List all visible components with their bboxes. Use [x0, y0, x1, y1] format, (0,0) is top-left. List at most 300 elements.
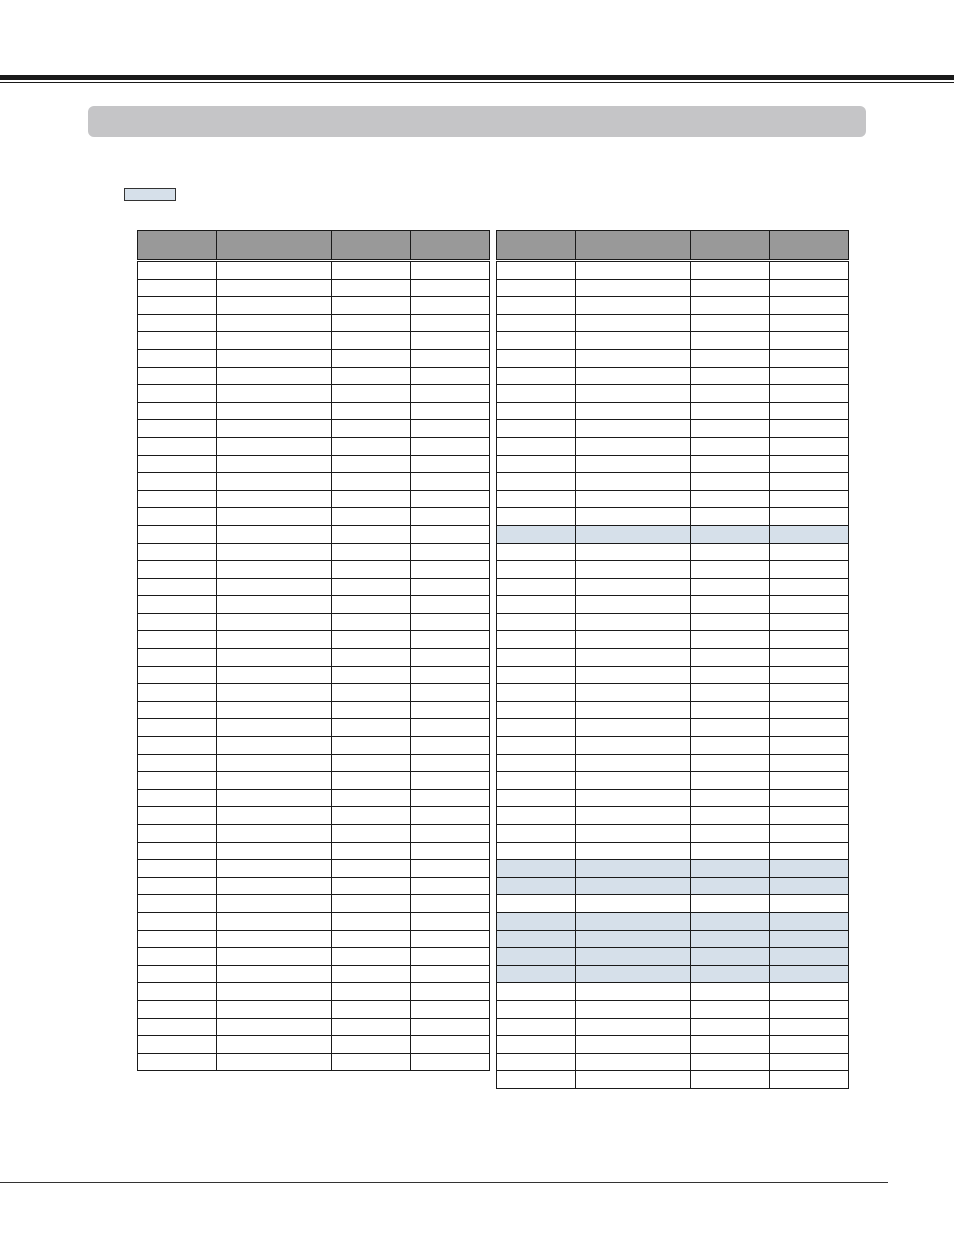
- left-table-row: [137, 507, 489, 525]
- right-table-cell: [769, 455, 849, 474]
- left-table-cell: [137, 1035, 217, 1054]
- left-table-cell: [410, 824, 490, 843]
- right-table-cell: [690, 331, 770, 350]
- right-table-cell: [575, 683, 691, 702]
- right-table-cell: [496, 754, 576, 773]
- right-table-row: [496, 912, 848, 930]
- left-table-row: [137, 789, 489, 807]
- right-table-cell: [575, 824, 691, 843]
- left-header-col-3: [331, 230, 411, 260]
- left-table-cell: [331, 701, 411, 720]
- left-table-cell: [410, 1018, 490, 1037]
- left-table-row: [137, 877, 489, 895]
- left-table-cell: [216, 1053, 332, 1072]
- right-table-cell: [769, 842, 849, 861]
- right-table-cell: [690, 842, 770, 861]
- left-table-row: [137, 912, 489, 930]
- left-table-cell: [331, 560, 411, 579]
- right-table-row: [496, 560, 848, 578]
- left-table-cell: [331, 613, 411, 632]
- left-table-cell: [137, 613, 217, 632]
- left-table-cell: [331, 859, 411, 878]
- left-table-cell: [216, 419, 332, 438]
- right-table-cell: [496, 1018, 576, 1037]
- right-table-cell: [496, 894, 576, 913]
- left-table-cell: [137, 525, 217, 544]
- right-table-row: [496, 472, 848, 490]
- right-table-cell: [769, 1018, 849, 1037]
- left-table-cell: [216, 859, 332, 878]
- right-table-cell: [575, 912, 691, 931]
- left-table-cell: [216, 1035, 332, 1054]
- right-table-cell: [575, 490, 691, 509]
- left-table-cell: [137, 384, 217, 403]
- right-table-cell: [769, 437, 849, 456]
- left-table-cell: [137, 595, 217, 614]
- right-table-cell: [690, 754, 770, 773]
- left-table-cell: [216, 965, 332, 984]
- right-table-cell: [575, 1035, 691, 1054]
- right-table-row: [496, 806, 848, 824]
- left-table-row: [137, 349, 489, 367]
- left-table-row: [137, 824, 489, 842]
- left-table-cell: [216, 296, 332, 315]
- left-table-cell: [410, 419, 490, 438]
- right-table-cell: [496, 736, 576, 755]
- left-table-cell: [410, 595, 490, 614]
- left-table-cell: [410, 701, 490, 720]
- left-table-row: [137, 718, 489, 736]
- right-table-row: [496, 1018, 848, 1036]
- left-table-cell: [410, 683, 490, 702]
- right-table-cell: [690, 789, 770, 808]
- left-table-cell: [137, 261, 217, 280]
- right-table-cell: [769, 296, 849, 315]
- right-table-row: [496, 701, 848, 719]
- right-table-row: [496, 718, 848, 736]
- left-table-row: [137, 613, 489, 631]
- right-table-cell: [690, 1000, 770, 1019]
- left-table-cell: [331, 824, 411, 843]
- right-table-cell: [496, 666, 576, 685]
- right-table-cell: [496, 384, 576, 403]
- left-table-cell: [410, 982, 490, 1001]
- left-table-row: [137, 1018, 489, 1036]
- right-table-cell: [690, 648, 770, 667]
- left-table-cell: [410, 261, 490, 280]
- right-table-cell: [496, 419, 576, 438]
- left-table-cell: [137, 507, 217, 526]
- left-table-cell: [331, 472, 411, 491]
- right-table-row: [496, 367, 848, 385]
- left-table-cell: [216, 1018, 332, 1037]
- left-table-cell: [216, 930, 332, 949]
- left-table-cell: [331, 754, 411, 773]
- left-table-cell: [216, 1000, 332, 1019]
- left-table-cell: [331, 1018, 411, 1037]
- left-table-cell: [410, 472, 490, 491]
- right-table-cell: [690, 261, 770, 280]
- right-table-cell: [575, 331, 691, 350]
- right-table-cell: [496, 718, 576, 737]
- left-table-cell: [137, 824, 217, 843]
- right-table-row: [496, 648, 848, 666]
- left-table-cell: [137, 842, 217, 861]
- left-table-cell: [137, 736, 217, 755]
- right-table-cell: [575, 384, 691, 403]
- right-table-row: [496, 296, 848, 314]
- right-table-cell: [496, 1053, 576, 1072]
- right-table-cell: [690, 543, 770, 562]
- left-table-cell: [410, 437, 490, 456]
- right-table-cell: [575, 877, 691, 896]
- right-table-cell: [769, 419, 849, 438]
- left-table-cell: [137, 683, 217, 702]
- left-table-cell: [410, 331, 490, 350]
- right-table-cell: [496, 1070, 576, 1089]
- left-table-cell: [410, 754, 490, 773]
- right-table-cell: [496, 982, 576, 1001]
- right-table-cell: [690, 877, 770, 896]
- left-table-row: [137, 472, 489, 490]
- left-table-cell: [410, 789, 490, 808]
- left-table-cell: [216, 701, 332, 720]
- left-table-cell: [137, 701, 217, 720]
- left-table-cell: [216, 613, 332, 632]
- left-table-cell: [137, 560, 217, 579]
- right-table-cell: [496, 683, 576, 702]
- left-table-row: [137, 930, 489, 948]
- right-table-cell: [690, 1070, 770, 1089]
- left-table-cell: [331, 842, 411, 861]
- right-table-cell: [690, 296, 770, 315]
- right-table-cell: [769, 384, 849, 403]
- right-table-cell: [575, 560, 691, 579]
- right-table-cell: [496, 859, 576, 878]
- right-table-cell: [769, 736, 849, 755]
- right-table-row: [496, 279, 848, 297]
- left-header-col-1: [137, 230, 217, 260]
- right-table-cell: [496, 648, 576, 667]
- right-header-col-4: [769, 230, 849, 260]
- left-table-cell: [137, 789, 217, 808]
- left-table-cell: [410, 965, 490, 984]
- right-table-cell: [575, 842, 691, 861]
- right-table-cell: [496, 771, 576, 790]
- right-table-cell: [769, 595, 849, 614]
- right-table-cell: [769, 331, 849, 350]
- right-table-cell: [690, 490, 770, 509]
- right-table-cell: [575, 789, 691, 808]
- left-table-cell: [216, 595, 332, 614]
- right-table-cell: [575, 930, 691, 949]
- left-table-cell: [410, 771, 490, 790]
- right-table-cell: [690, 472, 770, 491]
- right-table-cell: [575, 437, 691, 456]
- right-table-cell: [769, 648, 849, 667]
- right-table-row: [496, 613, 848, 631]
- right-table-row: [496, 859, 848, 877]
- left-table-cell: [410, 877, 490, 896]
- left-table-cell: [410, 402, 490, 421]
- left-table-cell: [331, 578, 411, 597]
- left-table-cell: [216, 261, 332, 280]
- top-rule: [0, 75, 954, 80]
- right-table-row: [496, 578, 848, 596]
- right-header-col-3: [690, 230, 770, 260]
- right-table-cell: [496, 349, 576, 368]
- right-table-cell: [769, 877, 849, 896]
- right-table-cell: [769, 912, 849, 931]
- left-table-cell: [216, 490, 332, 509]
- left-table-cell: [216, 367, 332, 386]
- left-table-cell: [331, 367, 411, 386]
- right-table-cell: [769, 859, 849, 878]
- right-table-cell: [575, 402, 691, 421]
- right-table-row: [496, 824, 848, 842]
- left-table-row: [137, 982, 489, 1000]
- left-table-cell: [137, 718, 217, 737]
- right-table-cell: [496, 930, 576, 949]
- right-table-body: [496, 261, 848, 1088]
- left-table-cell: [331, 331, 411, 350]
- left-table-cell: [137, 578, 217, 597]
- left-table-row: [137, 279, 489, 297]
- left-table-row: [137, 402, 489, 420]
- left-table-cell: [216, 349, 332, 368]
- left-table-cell: [410, 718, 490, 737]
- right-table-cell: [690, 718, 770, 737]
- right-table-cell: [690, 402, 770, 421]
- left-table-cell: [216, 402, 332, 421]
- right-table-cell: [575, 718, 691, 737]
- left-table-cell: [137, 402, 217, 421]
- left-table-cell: [331, 947, 411, 966]
- right-table-cell: [496, 630, 576, 649]
- left-table-cell: [137, 965, 217, 984]
- left-table-cell: [331, 806, 411, 825]
- left-table-cell: [331, 419, 411, 438]
- right-table-cell: [690, 965, 770, 984]
- left-table-cell: [216, 947, 332, 966]
- right-table-row: [496, 543, 848, 561]
- left-table-cell: [216, 912, 332, 931]
- left-table-cell: [137, 930, 217, 949]
- left-table-cell: [137, 455, 217, 474]
- right-table-cell: [575, 613, 691, 632]
- right-table-row: [496, 402, 848, 420]
- right-table-row: [496, 595, 848, 613]
- right-table-cell: [769, 789, 849, 808]
- right-table-cell: [496, 947, 576, 966]
- left-table-cell: [216, 789, 332, 808]
- left-table-cell: [410, 507, 490, 526]
- right-table-cell: [496, 525, 576, 544]
- right-table-cell: [690, 771, 770, 790]
- right-table-cell: [690, 806, 770, 825]
- left-table-cell: [137, 771, 217, 790]
- left-table-cell: [410, 736, 490, 755]
- left-table-cell: [331, 437, 411, 456]
- right-table-row: [496, 261, 848, 279]
- left-table-row: [137, 965, 489, 983]
- left-table-cell: [410, 490, 490, 509]
- right-table-cell: [769, 525, 849, 544]
- right-table-row: [496, 331, 848, 349]
- left-table-cell: [216, 279, 332, 298]
- right-table-cell: [769, 560, 849, 579]
- right-table-cell: [690, 947, 770, 966]
- right-table-cell: [769, 771, 849, 790]
- right-table-row: [496, 930, 848, 948]
- left-table-row: [137, 1000, 489, 1018]
- left-table-cell: [410, 894, 490, 913]
- left-table-cell: [216, 718, 332, 737]
- left-table-cell: [331, 455, 411, 474]
- left-table-row: [137, 314, 489, 332]
- left-table-row: [137, 1053, 489, 1071]
- left-table-cell: [410, 1053, 490, 1072]
- right-table-cell: [496, 261, 576, 280]
- right-table-row: [496, 894, 848, 912]
- right-table-cell: [690, 560, 770, 579]
- left-table-row: [137, 1035, 489, 1053]
- right-table-cell: [690, 930, 770, 949]
- left-table-cell: [216, 472, 332, 491]
- left-table-cell: [137, 349, 217, 368]
- right-table-cell: [496, 331, 576, 350]
- right-table-cell: [575, 736, 691, 755]
- right-table-cell: [575, 982, 691, 1001]
- right-table-row: [496, 455, 848, 473]
- left-table-cell: [331, 1000, 411, 1019]
- left-table-cell: [137, 666, 217, 685]
- right-table-cell: [690, 683, 770, 702]
- right-table-row: [496, 630, 848, 648]
- right-table-cell: [769, 367, 849, 386]
- left-table-cell: [137, 331, 217, 350]
- right-table-cell: [496, 543, 576, 562]
- right-table-cell: [575, 947, 691, 966]
- right-table-row: [496, 1053, 848, 1071]
- left-table-cell: [216, 314, 332, 333]
- left-table-row: [137, 296, 489, 314]
- left-table-cell: [216, 824, 332, 843]
- left-table-cell: [410, 806, 490, 825]
- right-table-cell: [575, 1070, 691, 1089]
- right-table-cell: [496, 455, 576, 474]
- left-table-cell: [216, 666, 332, 685]
- right-table-row: [496, 1000, 848, 1018]
- left-table-cell: [331, 1053, 411, 1072]
- left-table-row: [137, 754, 489, 772]
- left-table-row: [137, 455, 489, 473]
- right-table-cell: [690, 859, 770, 878]
- right-table-cell: [496, 296, 576, 315]
- right-table-cell: [575, 771, 691, 790]
- left-table-cell: [216, 630, 332, 649]
- left-header-col-4: [410, 230, 490, 260]
- right-table-row: [496, 965, 848, 983]
- left-table-row: [137, 648, 489, 666]
- right-table-cell: [769, 1070, 849, 1089]
- left-table-cell: [410, 947, 490, 966]
- right-table-row: [496, 982, 848, 1000]
- right-table-cell: [496, 490, 576, 509]
- left-table-cell: [410, 455, 490, 474]
- right-table-cell: [496, 314, 576, 333]
- left-table-row: [137, 595, 489, 613]
- left-table-cell: [137, 630, 217, 649]
- right-table-cell: [575, 648, 691, 667]
- right-table-row: [496, 1035, 848, 1053]
- right-table-cell: [496, 507, 576, 526]
- right-table-cell: [690, 367, 770, 386]
- left-table-cell: [410, 930, 490, 949]
- right-table-cell: [496, 701, 576, 720]
- right-table-cell: [690, 666, 770, 685]
- right-table-cell: [575, 894, 691, 913]
- left-table-cell: [137, 1018, 217, 1037]
- right-table-cell: [496, 1035, 576, 1054]
- right-table-cell: [690, 912, 770, 931]
- right-table-row: [496, 1070, 848, 1088]
- left-table-cell: [137, 367, 217, 386]
- right-table-cell: [496, 806, 576, 825]
- left-table-cell: [410, 912, 490, 931]
- left-table-row: [137, 490, 489, 508]
- right-table-cell: [769, 718, 849, 737]
- right-table-row: [496, 736, 848, 754]
- left-table-row: [137, 701, 489, 719]
- right-table-cell: [575, 754, 691, 773]
- left-table-cell: [410, 630, 490, 649]
- left-table-cell: [137, 314, 217, 333]
- right-table-cell: [575, 349, 691, 368]
- left-table-cell: [410, 666, 490, 685]
- left-table-cell: [216, 806, 332, 825]
- right-table-cell: [769, 630, 849, 649]
- bottom-rule: [0, 1182, 888, 1183]
- right-table-cell: [769, 402, 849, 421]
- left-table-cell: [331, 595, 411, 614]
- left-table-cell: [410, 384, 490, 403]
- right-table-cell: [690, 595, 770, 614]
- left-table-cell: [331, 314, 411, 333]
- left-table-cell: [331, 261, 411, 280]
- left-table-cell: [410, 367, 490, 386]
- left-table-row: [137, 806, 489, 824]
- left-table-cell: [410, 613, 490, 632]
- left-table-cell: [331, 683, 411, 702]
- right-table-cell: [575, 507, 691, 526]
- right-table-cell: [690, 701, 770, 720]
- right-table-cell: [690, 455, 770, 474]
- right-table-cell: [690, 736, 770, 755]
- left-table-cell: [216, 683, 332, 702]
- right-table-row: [496, 683, 848, 701]
- left-table-cell: [331, 771, 411, 790]
- left-table-cell: [410, 1035, 490, 1054]
- left-table-cell: [137, 806, 217, 825]
- left-table-cell: [137, 947, 217, 966]
- right-table-cell: [690, 894, 770, 913]
- right-header-col-2: [575, 230, 691, 260]
- left-table-cell: [137, 877, 217, 896]
- right-table-row: [496, 754, 848, 772]
- right-table-cell: [575, 367, 691, 386]
- right-table-cell: [690, 1018, 770, 1037]
